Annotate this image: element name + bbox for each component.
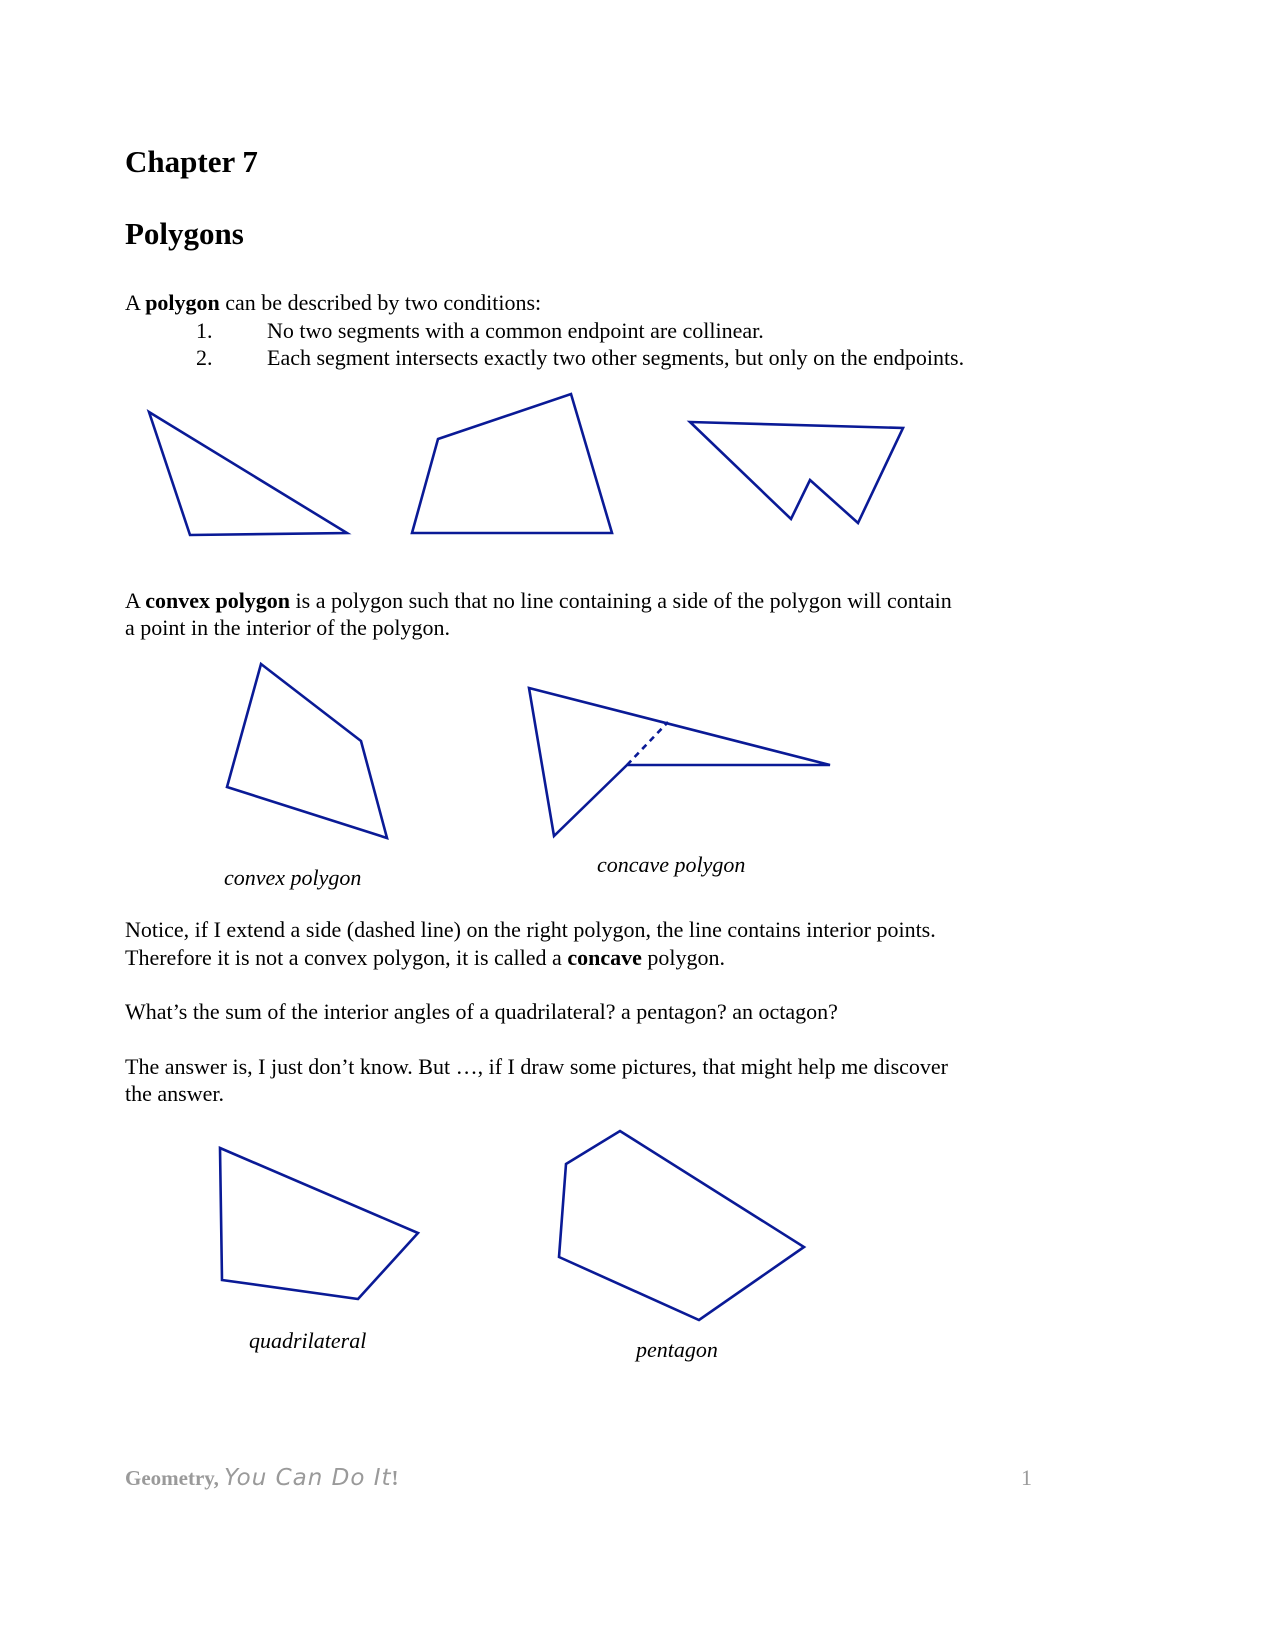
figure-dashed-extension <box>627 722 668 765</box>
figure-quadrilateral <box>220 1148 418 1299</box>
condition-2-text: Each segment intersects exactly two other segments, but only on the endpoints. <box>267 345 965 370</box>
convex-definition-line-2: a point in the interior of the polygon. <box>125 615 451 640</box>
def-rest: can be described by two conditions: <box>219 290 542 315</box>
condition-1-text: No two segments with a common endpoint are collinear. <box>267 318 764 343</box>
footer-title-plain: Geometry, <box>125 1466 225 1490</box>
footer-book-title <box>125 1465 399 1491</box>
figure-pentagon <box>559 1131 804 1320</box>
convex-def-article: A <box>125 588 146 613</box>
caption-concave-polygon: concave polygon <box>597 852 746 877</box>
notice-line-1: Notice, if I extend a side (dashed line) on the right polygon, the line contains interior points. <box>125 917 936 942</box>
condition-1-number: 1. <box>196 318 213 343</box>
caption-quadrilateral: quadrilateral <box>249 1328 367 1353</box>
condition-2-number: 2. <box>196 345 213 370</box>
answer-line-1: The answer is, I just don’t know. But …, if I draw some pictures, that might help me discover <box>125 1054 949 1079</box>
convex-def-rest: is a polygon such that no line containing a side of the polygon will contain <box>290 588 952 613</box>
answer-line-2: the answer. <box>125 1081 224 1106</box>
term-polygon: polygon <box>145 290 220 315</box>
chapter-heading: Chapter 7 <box>125 144 258 179</box>
figure-quadrilateral-top <box>412 394 612 533</box>
def-article: A <box>125 290 146 315</box>
caption-convex-polygon: convex polygon <box>224 865 362 890</box>
figure-convex-polygon <box>227 664 387 838</box>
term-concave: concave <box>567 945 642 970</box>
figure-concave-top <box>690 422 903 523</box>
notice-post: polygon. <box>641 945 725 970</box>
page-number: 1 <box>1021 1465 1032 1490</box>
figure-concave-polygon <box>529 688 830 836</box>
figure-triangle <box>149 412 347 535</box>
footer-title-italic: You Can Do It <box>224 1465 392 1491</box>
caption-pentagon: pentagon <box>636 1337 718 1362</box>
term-convex-polygon: convex polygon <box>145 588 291 613</box>
notice-pre: Therefore it is not a convex polygon, it is called a <box>125 945 568 970</box>
footer-title-end: ! <box>391 1466 399 1490</box>
question-text: What’s the sum of the interior angles of a quadrilateral? a pentagon? an octagon? <box>125 999 838 1024</box>
section-title: Polygons <box>125 216 244 251</box>
